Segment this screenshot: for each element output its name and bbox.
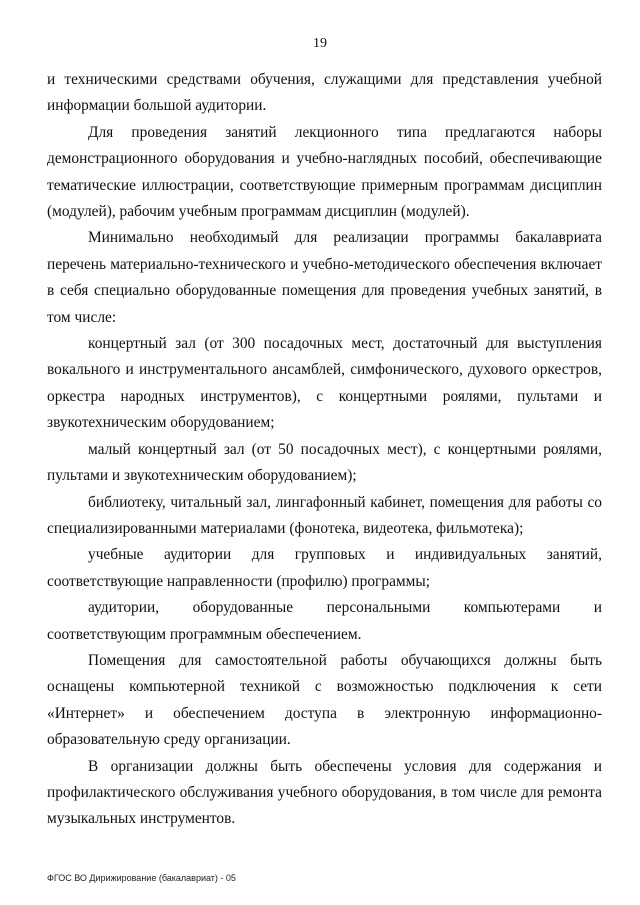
paragraph-minimum-list: Минимально необходимый для реализации программы бакалавриата перечень материально-технического и учебно-методического обеспечения включает в себя специально оборудованные помещения для проведения учебных занятий, в том числе: [47, 229, 602, 326]
document-body [47, 67, 602, 833]
list-item-small-concert-hall: малый концертный зал (от 50 посадочных мест), с концертными роялями, пультами и звукотехническим оборудованием); [47, 440, 602, 485]
page-number: 19 [313, 36, 327, 51]
paragraph-lecture-equipment: Для проведения занятий лекционного типа предлагаются наборы демонстрационного оборудования и учебно-наглядных пособий, обеспечивающие тематические иллюстрации, соответствующие примерным программам дисциплин (модулей), рабочим учебным программам дисциплин (модулей). [47, 123, 602, 221]
paragraph-maintenance: В организации должны быть обеспечены условия для содержания и профилактического обслуживания учебного оборудования, в том числе для ремонта музыкальных инструментов. [47, 757, 602, 828]
page-footer: ФГОС ВО Дирижирование (бакалавриат) - 05 [47, 873, 236, 883]
list-item-classrooms: учебные аудитории для групповых и индивидуальных занятий, соответствующие направленности (профилю) программы; [47, 546, 602, 590]
paragraph-self-study-rooms: Помещения для самостоятельной работы обучающихся должны быть оснащены компьютерной техникой с возможностью подключения к сети «Интернет» и обеспечением доступа в электронную информационно-образовательную среду организации. [47, 651, 602, 749]
list-item-concert-hall: концертный зал (от 300 посадочных мест, достаточный для выступления вокального и инструментального ансамблей, симфонического, духового оркестров, оркестра народных инструментов), с концертными роялями, пультами и звукотехническим оборудованием; [47, 335, 602, 432]
list-item-computer-rooms: аудитории, оборудованные персональными компьютерами и соответствующим программным обеспечением. [47, 599, 602, 643]
list-item-library: библиотеку, читальный зал, лингафонный кабинет, помещения для работы со специализированными материалами (фонотека, видеотека, фильмотека); [47, 493, 602, 537]
paragraph-continuation: и техническими средствами обучения, служащими для представления учебной информации большой аудитории. [47, 71, 602, 115]
